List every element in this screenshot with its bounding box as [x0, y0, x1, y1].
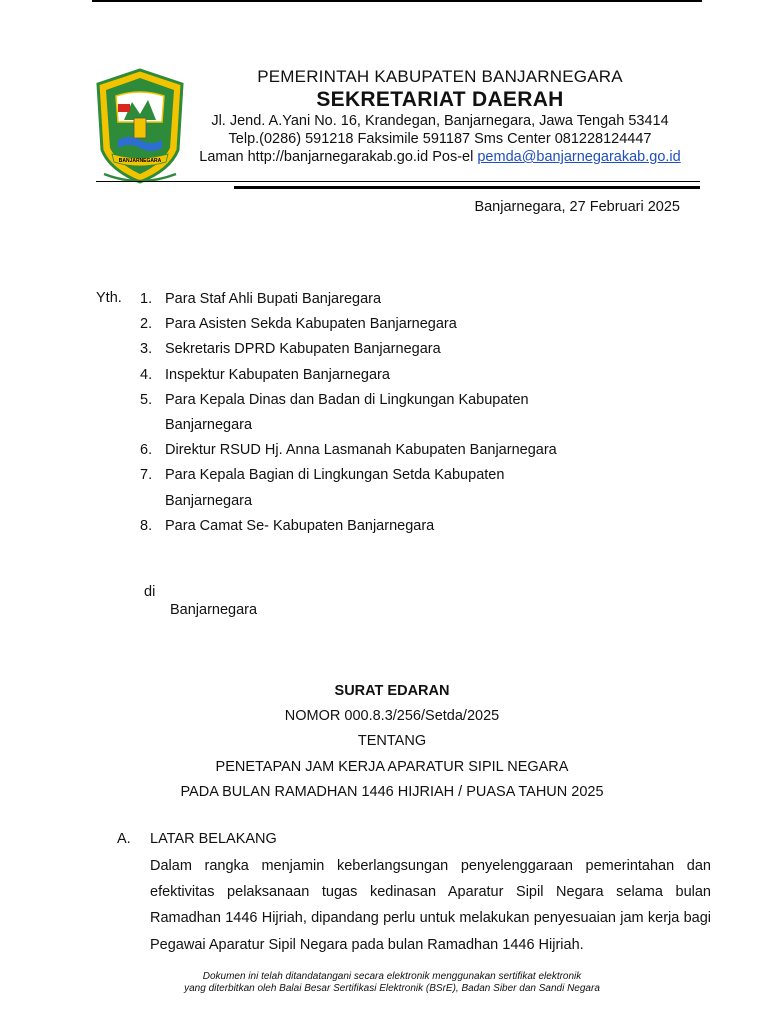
office-phone: Telp.(0286) 591218 Faksimile 591187 Sms Center 081228124447	[228, 131, 652, 147]
addressee-prefix: Yth.	[96, 290, 122, 306]
addressee-di: di	[144, 584, 156, 600]
letterhead-rule-thin	[96, 181, 700, 182]
list-item-text: Para Staf Ahli Bupati Banjaregara	[165, 291, 382, 307]
list-item-number: 6.	[140, 442, 153, 459]
list-item-number: 1.	[140, 291, 153, 307]
e-signature-footer	[96, 971, 688, 995]
list-item	[140, 463, 560, 513]
list-item-number: 8.	[140, 517, 153, 534]
office-address: Jl. Jend. A.Yani No. 16, Krandegan, Banjarnegara, Jawa Tengah 53414	[211, 113, 669, 129]
list-item	[140, 337, 560, 362]
list-item	[140, 363, 560, 388]
top-border-line	[92, 0, 702, 2]
list-item-text: Para Asisten Sekda Kabupaten Banjarnegara	[165, 316, 457, 333]
document-heading: SURAT EDARAN	[334, 683, 450, 699]
addressee-place: Banjarnegara	[170, 602, 258, 618]
list-item	[140, 312, 560, 337]
list-item-number: 3.	[140, 341, 153, 358]
email-link[interactable]: pemda@banjarnegarakab.go.id	[477, 149, 681, 165]
office-web	[170, 148, 710, 166]
document-title-block	[96, 679, 688, 805]
addressee-list	[140, 287, 560, 539]
list-item-text: Inspektur Kabupaten Banjarnegara	[165, 366, 390, 383]
list-item	[140, 514, 560, 539]
list-item	[140, 438, 560, 463]
government-name: PEMERINTAH KABUPATEN BANJARNEGARA	[257, 67, 623, 86]
section-a-letter: A.	[117, 831, 131, 847]
document-subject-line-2: PADA BULAN RAMADHAN 1446 HIJRIAH / PUASA TAHUN 2025	[180, 783, 604, 800]
list-item-number: 4.	[140, 366, 153, 383]
list-item-text: Sekretaris DPRD Kabupaten Banjarnegara	[165, 341, 441, 358]
footer-line-2: yang diterbitkan oleh Balai Besar Sertifikasi Elektronik (BSrE), Badan Siber dan Sandi Negara	[184, 983, 600, 994]
logo-ribbon-text: BANJARNEGARA	[118, 158, 162, 164]
office-name: SEKRETARIAT DAERAH	[316, 88, 564, 111]
document-tentang: TENTANG	[357, 733, 427, 750]
footer-line-1: Dokumen ini telah ditandatangani secara elektronik menggunakan sertifikat elektronik	[202, 971, 582, 982]
document-subject-line-1: PENETAPAN JAM KERJA APARATUR SIPIL NEGARA	[215, 758, 569, 775]
section-a-title: LATAR BELAKANG	[150, 831, 277, 847]
list-item	[140, 287, 560, 312]
list-item-text: Direktur RSUD Hj. Anna Lasmanah Kabupaten Banjarnegara	[165, 442, 557, 459]
list-item-number: 5.	[140, 391, 153, 408]
list-item-number: 2.	[140, 316, 153, 333]
date-line: Banjarnegara, 27 Februari 2025	[474, 199, 680, 215]
list-item	[140, 388, 560, 438]
list-item-text: Para Camat Se- Kabupaten Banjarnegara	[165, 517, 435, 534]
list-item-text: Para Kepala Bagian di Lingkungan Setda Kabupaten Banjarnegara	[165, 467, 505, 509]
section-a-paragraph: Dalam rangka menjamin keberlangsungan penyelenggaraan pemerintahan dan efektivitas pelaksanaan tugas kedinasan Aparatur Sipil Negara selama bulan Ramadhan 1446 Hijriah, dipandang perlu untuk melakukan penyesuaian jam kerja bagi Pegawai Aparatur Sipil Negara pada bulan Ramadhan 1446 Hijriah.	[150, 858, 711, 953]
letterhead-rule-thick	[234, 186, 700, 189]
web-prefix: Laman http://banjarnegarakab.go.id Pos-el	[199, 149, 478, 165]
document-number: NOMOR 000.8.3/256/Setda/2025	[284, 708, 500, 725]
list-item-text: Para Kepala Dinas dan Badan di Lingkungan Kabupaten Banjarnegara	[165, 391, 529, 434]
list-item-number: 7.	[140, 467, 153, 484]
letterhead	[170, 66, 710, 166]
